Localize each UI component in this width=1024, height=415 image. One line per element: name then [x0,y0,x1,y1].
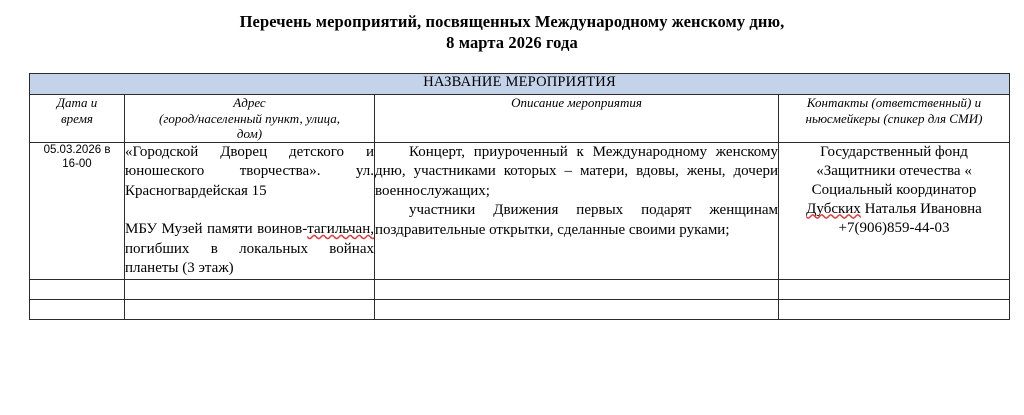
page-title [0,0,1024,53]
column-header-contacts [779,95,1010,143]
table-row-empty [30,279,1010,299]
cell-contacts-empty [779,279,1010,299]
spellcheck-misspelled-word: тагильчан, [307,221,374,237]
cell-contacts-empty [779,299,1010,319]
cell-address-text-after: погибших в локальных войнах планеты (3 этаж) [125,240,374,276]
table-row [30,142,1010,279]
column-header-address-line-3: дом) [236,126,263,141]
table-row-empty [30,299,1010,319]
cell-description-paragraph-1: Концерт, приуроченный к Международному женскому дню, участниками которых – матери, вдовы, жены, дочери военнослужащих; [375,143,778,199]
column-header-contacts-line-2: ньюсмейкеры (спикер для СМИ) [805,110,983,126]
cell-address-empty [125,299,375,319]
column-header-address [125,95,375,143]
column-header-date [30,95,125,143]
cell-address [125,142,375,279]
cell-date-time-empty [30,299,125,319]
cell-description-empty [375,299,779,319]
page-title-line-1: Перечень мероприятий, посвященных Международному женскому дню, [239,12,785,31]
cell-contacts-phone: +7(906)859-44-03 [838,219,950,236]
cell-date-time-empty [30,279,125,299]
column-header-date-line-1: Дата и [56,95,98,110]
cell-date-time [30,142,125,279]
cell-contacts [779,142,1010,279]
cell-description-empty [375,279,779,299]
column-header-contacts-line-1: Контакты (ответственный) и [806,95,982,110]
cell-description-paragraph-2: участники Движения первых подарят женщинам поздравительные открытки, сделанные своими руками; [375,202,778,238]
column-header-description [375,95,779,143]
spellcheck-misspelled-name: Дубских [806,200,861,217]
column-header-date-line-2: время [61,110,93,126]
cell-date-line-2: 16-00 [62,158,92,170]
events-table [29,73,1010,320]
cell-address-paragraph-1: «Городской Дворец детского и юношеского творчества». ул. Красногвардейская 15 [125,143,374,199]
cell-contacts-line-4 [779,200,1009,219]
cell-description [375,142,779,279]
cell-contacts-line-1: Государственный фонд [820,143,968,160]
cell-contacts-name-rest: Наталья Ивановна [860,200,982,217]
table-banner-row [30,74,1010,95]
cell-address-paragraph-2 [125,220,374,279]
cell-date-line-1: 05.03.2026 в [43,143,111,156]
cell-address-empty [125,279,375,299]
page-title-line-2: 8 марта 2026 года [446,33,578,52]
events-table-wrapper [29,73,1009,320]
column-header-address-line-1: Адрес [233,95,266,110]
cell-address-text-before: МБУ Музей памяти воинов- [125,221,308,237]
table-banner-cell: НАЗВАНИЕ МЕРОПРИЯТИЯ [30,74,1010,95]
column-header-description-line-1: Описание мероприятия [511,95,642,110]
cell-contacts-line-2: «Защитники отечества « [816,162,972,179]
cell-contacts-line-3: Социальный координатор [811,181,977,198]
column-header-address-line-2: (город/населенный пункт, улица, [159,110,340,126]
table-header-row [30,95,1010,143]
